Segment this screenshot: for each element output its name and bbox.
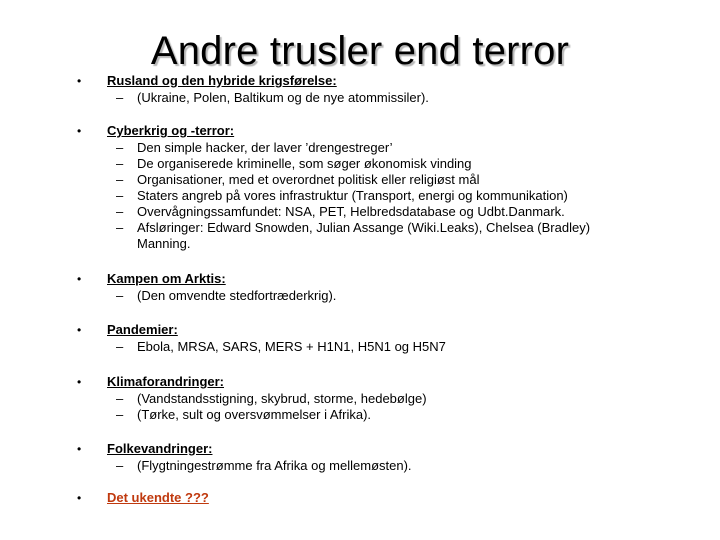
sub-item-text: (Vandstandsstigning, skybrud, storme, hedebølge): [137, 391, 427, 406]
dash-icon: –: [116, 458, 124, 473]
dash-icon: –: [116, 339, 124, 354]
dash-icon: –: [116, 140, 124, 155]
sub-item-text: (Ukraine, Polen, Baltikum og de nye atommissiler).: [137, 90, 429, 105]
dash-icon: –: [116, 220, 124, 235]
dash-icon: –: [116, 156, 124, 171]
bullet-icon: •: [77, 124, 82, 138]
item-heading: Kampen om Arktis:: [107, 271, 226, 286]
dash-icon: –: [116, 188, 124, 203]
dash-icon: –: [116, 391, 124, 406]
bullet-icon: •: [77, 442, 82, 456]
dash-icon: –: [116, 172, 124, 187]
item-heading: Klimaforandringer:: [107, 374, 225, 389]
item-heading: Cyberkrig og -terror:: [107, 123, 235, 138]
dash-icon: –: [116, 288, 124, 303]
bullet-icon: •: [77, 272, 82, 286]
sub-item-text: (Flygtningestrømme fra Afrika og mellemøsten).: [137, 458, 412, 473]
sub-item-text: Afsløringer: Edward Snowden, Julian Assange (Wiki.Leaks), Chelsea (Bradley) Manning.: [137, 220, 591, 251]
dash-icon: –: [116, 204, 124, 219]
bullet-icon: •: [77, 323, 82, 337]
bullet-icon: •: [77, 491, 82, 505]
slide-title: Andre trusler end terror: [150, 29, 570, 73]
item-heading: Folkevandringer:: [107, 441, 213, 456]
sub-item-text: Ebola, MRSA, SARS, MERS + H1N1, H5N1 og H5N7: [137, 339, 446, 354]
sub-item-text: Staters angreb på vores infrastruktur (Transport, energi og kommunikation): [137, 188, 568, 203]
dash-icon: –: [116, 90, 124, 105]
sub-item-text: Organisationer, med et overordnet politisk eller religiøst mål: [137, 172, 480, 187]
bullet-icon: •: [77, 74, 82, 88]
sub-item-text: (Den omvendte stedfortræderkrig).: [137, 288, 337, 303]
sub-item-text: Overvågningssamfundet: NSA, PET, Helbredsdatabase og Udbt.Danmark.: [137, 204, 565, 219]
sub-item-text: De organiserede kriminelle, som søger økonomisk vinding: [137, 156, 472, 171]
item-heading: Pandemier:: [107, 322, 178, 337]
item-heading-unknown: Det ukendte ???: [107, 490, 209, 505]
dash-icon: –: [116, 407, 124, 422]
bullet-icon: •: [77, 375, 82, 389]
sub-item: [116, 220, 636, 251]
item-heading: Rusland og den hybride krigsførelse:: [107, 73, 337, 88]
sub-item-text: Den simple hacker, der laver ’drengestreger’: [137, 140, 393, 155]
sub-item-text: (Tørke, sult og oversvømmelser i Afrika).: [137, 407, 372, 422]
